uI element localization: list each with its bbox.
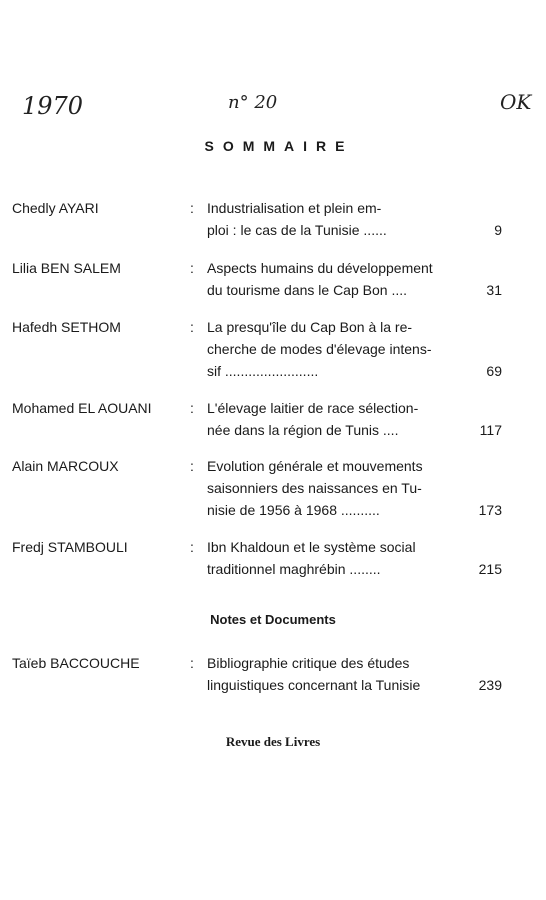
entry-title-line: du tourisme dans le Cap Bon ....	[207, 282, 407, 298]
entry-page: 173	[478, 502, 502, 518]
entry-colon: :	[190, 319, 194, 335]
entry-title-line: sif ........................	[207, 363, 319, 379]
entry-colon: :	[190, 458, 194, 474]
entry-title-line: Bibliographie critique des études	[207, 655, 410, 671]
entry-colon: :	[190, 260, 194, 276]
notes-heading: Notes et Documents	[210, 612, 336, 627]
entry-colon: :	[190, 655, 194, 671]
entry-title-line: ploi : le cas de la Tunisie ......	[207, 222, 387, 238]
entry-title-line: née dans la région de Tunis ....	[207, 422, 399, 438]
revue-heading: Revue des Livres	[225, 734, 321, 749]
entry-title-line: cherche de modes d'élevage intens-	[207, 341, 432, 357]
entry-page: 117	[479, 422, 502, 438]
entry-title-line: La presqu'île du Cap Bon à la re-	[207, 319, 413, 335]
entry-colon: :	[190, 200, 194, 216]
handwritten-ok: OK	[500, 90, 532, 114]
entry-page: 9	[494, 222, 502, 238]
entry-title	[207, 197, 459, 241]
entry-title-line: linguistiques concernant la Tunisie	[207, 677, 421, 693]
entry-title	[207, 455, 459, 521]
entry-page: 239	[478, 677, 502, 693]
entry-colon: :	[190, 539, 194, 555]
entry-author: Mohamed EL AOUANI	[12, 400, 152, 416]
entry-title	[207, 316, 459, 382]
entry-title-line: traditionnel maghrébin ........	[207, 561, 381, 577]
entry-author: Hafedh SETHOM	[12, 319, 121, 335]
entry-page: 31	[486, 282, 502, 298]
entry-title	[207, 257, 459, 301]
entry-title-line: Aspects humains du développement	[207, 260, 433, 276]
entry-title-line: nisie de 1956 à 1968 ..........	[207, 502, 380, 518]
entry-title-line: Ibn Khaldoun et le système social	[207, 539, 416, 555]
entry-title-line: Industrialisation et plein em-	[207, 200, 382, 216]
entry-page: 215	[478, 561, 502, 577]
entry-title	[207, 397, 459, 441]
entry-page: 69	[486, 363, 502, 379]
entry-title	[207, 652, 459, 696]
handwritten-year: 1970	[22, 92, 84, 120]
entry-colon: :	[190, 400, 194, 416]
entry-title-line: L'élevage laitier de race sélection-	[207, 400, 419, 416]
handwritten-issue-number: n° 20	[228, 92, 278, 113]
entry-author: Taïeb BACCOUCHE	[12, 655, 140, 671]
entry-author: Chedly AYARI	[12, 200, 99, 216]
page-title: SOMMAIRE	[204, 138, 354, 154]
entry-author: Fredj STAMBOULI	[12, 539, 128, 555]
entry-author: Lilia BEN SALEM	[12, 260, 121, 276]
entry-title	[207, 536, 459, 580]
entry-author: Alain MARCOUX	[12, 458, 119, 474]
entry-title-line: Evolution générale et mouvements	[207, 458, 423, 474]
entry-title-line: saisonniers des naissances en Tu-	[207, 480, 422, 496]
